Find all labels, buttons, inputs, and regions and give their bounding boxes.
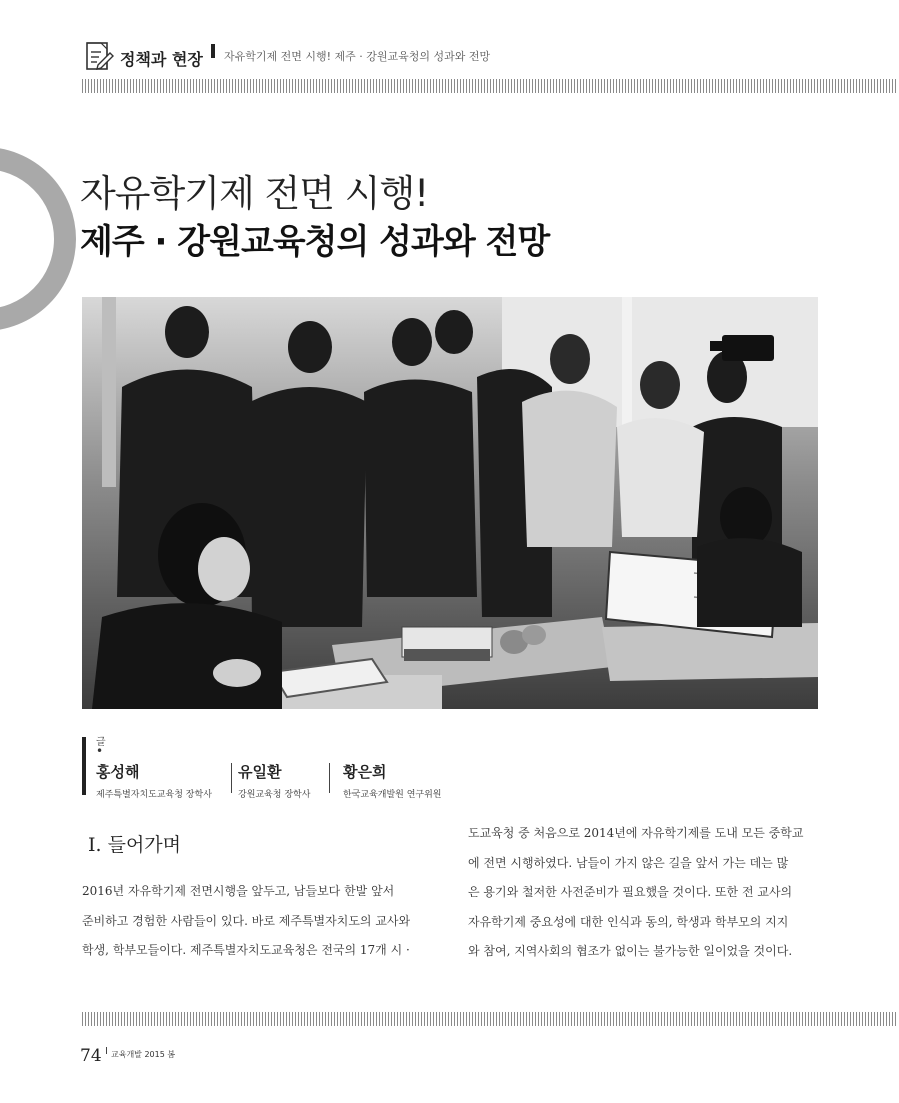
body-line: 학생, 학부모들이다. 제주특별자치도교육청은 전국의 17개 시 ·: [82, 943, 410, 957]
classroom-photo: [82, 297, 818, 709]
author-3: [343, 761, 442, 800]
header-subtitle: 자유학기제 전면 시행! 제주 · 강원교육청의 성과와 전망: [224, 50, 491, 63]
header-divider: [82, 79, 898, 93]
decorative-ring: [0, 147, 76, 331]
author-role: 한국교육개발원 연구위원: [343, 790, 442, 800]
body-line: 2016년 자유학기제 전면시행을 앞두고, 남들보다 한발 앞서: [82, 884, 395, 898]
page-number: 74: [80, 1046, 102, 1066]
author-name: 유일환: [238, 763, 282, 781]
section-heading: Ⅰ. 들어가며: [88, 834, 182, 856]
author-name: 홍성해: [96, 763, 140, 781]
body-line: 도교육청 중 처음으로 2014년에 자유학기제를 도내 모든 중학교: [468, 826, 804, 840]
byline-label: 글: [96, 737, 106, 748]
body-column-right: [468, 819, 828, 967]
document-edit-icon: [84, 41, 114, 73]
article-title-line2: 제주 · 강원교육청의 성과와 전망: [80, 222, 550, 262]
body-line: 와 참여, 지역사회의 협조가 없이는 불가능한 일이었을 것이다.: [468, 944, 793, 958]
body-line: 에 전면 시행하였다. 남들이 가지 않은 길을 앞서 가는 데는 많: [468, 855, 789, 870]
author-separator: [329, 763, 330, 793]
publication-name: 교육개발 2015 봄: [111, 1050, 176, 1059]
author-name: 황은희: [343, 763, 387, 781]
footer-separator: [106, 1047, 107, 1054]
author-role: 제주특별자치도교육청 장학사: [96, 790, 212, 800]
body-column-left: [82, 877, 438, 966]
author-separator: [231, 763, 232, 793]
author-role: 강원교육청 장학사: [238, 790, 311, 800]
body-line: 준비하고 경험한 사람들이 있다. 바로 제주특별자치도의 교사와: [82, 913, 411, 928]
byline-dot: •: [96, 744, 104, 758]
author-1: [96, 761, 212, 800]
section-marker: [211, 44, 215, 58]
byline-marker: [82, 737, 86, 795]
body-line: 자유학기제 중요성에 대한 인식과 동의, 학생과 학부모의 지지: [468, 914, 789, 929]
section-name: 정책과 현장: [120, 50, 203, 69]
article-title-line1: 자유학기제 전면 시행!: [80, 172, 429, 215]
author-2: [238, 761, 310, 800]
body-line: 은 용기와 철저한 사전준비가 필요했을 것이다. 또한 전 교사의: [468, 885, 793, 899]
footer-divider: [82, 1012, 898, 1026]
